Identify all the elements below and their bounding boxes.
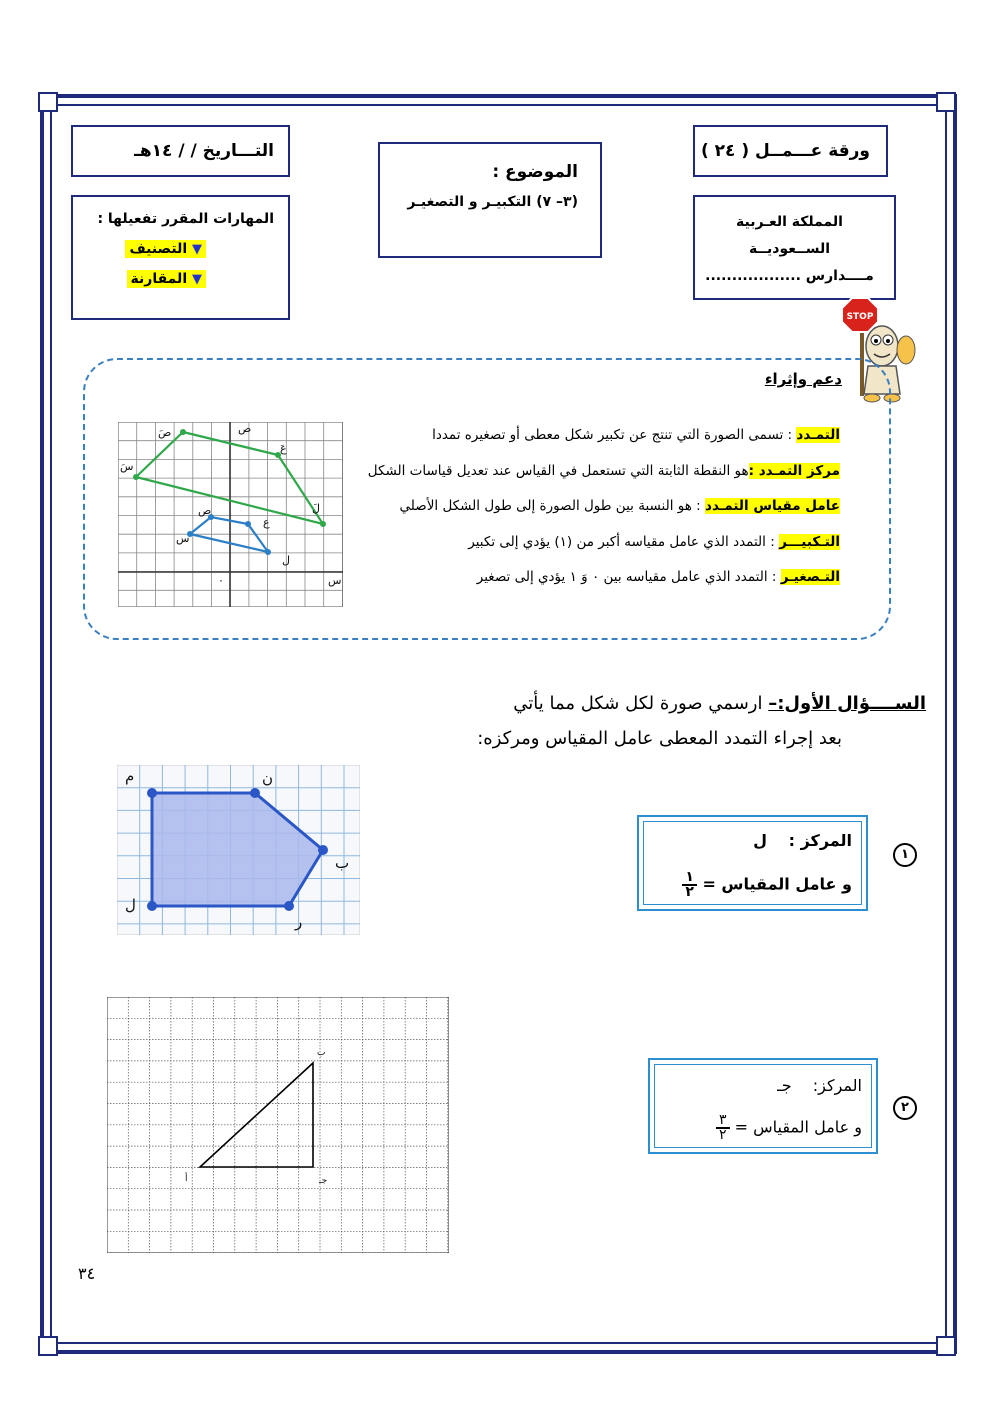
question-text: ارسمي صورة لكل شكل مما يأتي: [513, 693, 763, 714]
center-label: المركز :: [788, 831, 852, 850]
topic-box: [378, 142, 602, 258]
skills-box: [71, 195, 290, 320]
enrichment-title: دعم وإثراء: [764, 370, 842, 388]
x-axis-label: س: [328, 574, 342, 587]
stop-sign-text: STOP: [846, 312, 874, 322]
point-label: س: [176, 532, 190, 545]
corner-ornament: [936, 92, 956, 112]
dilation-example-graph: [118, 422, 343, 607]
scale-fraction: $\frac{١}{٢}$: [682, 871, 697, 899]
vertex-label: أ: [185, 1174, 188, 1184]
center-label: المركز:: [812, 1076, 862, 1095]
vertex-label: ب: [335, 854, 350, 872]
vertex-label: ن: [262, 769, 274, 787]
scale-label: و عامل المقياس =: [734, 1117, 862, 1137]
page-number: ٣٤: [78, 1264, 96, 1283]
topic-title: (٣– ٧) التكبيـر و التصغيـر: [407, 194, 578, 210]
center-line: [753, 831, 852, 850]
scale-label: و عامل المقياس =: [702, 874, 852, 894]
center-value: جـ: [777, 1076, 792, 1095]
arrow-down-icon: ▼: [192, 242, 202, 257]
definition-item: [340, 454, 840, 490]
definitions-list: [340, 418, 840, 596]
scale-fraction: $\frac{٣}{٢}$: [716, 1114, 730, 1142]
scale-line: [672, 871, 852, 899]
definition-text: : التمدد الذي عامل مقياسه أكبر من (١) يؤدي إلى تكبير: [468, 533, 780, 550]
kingdom-box: [693, 195, 896, 300]
vertex-label: ب: [317, 1048, 326, 1058]
point-label: لَ: [312, 502, 320, 515]
kingdom-line: الســعوديــة: [748, 241, 831, 257]
corner-ornament: [936, 1336, 956, 1356]
definition-term: التمـدد: [796, 427, 840, 443]
arrow-down-icon: ▼: [192, 272, 202, 287]
skill-label: المقارنة: [130, 271, 188, 287]
center-line: [777, 1076, 862, 1095]
date-field: التـــاريخ / / ١٤هـ: [71, 125, 290, 177]
definition-term: التـكبيـــر: [779, 533, 840, 550]
skill-item: [73, 241, 206, 257]
point-label: ل: [282, 554, 290, 567]
question-label: الســــؤال الأول:–: [768, 693, 926, 714]
corner-ornament: [38, 92, 58, 112]
origin-label: ٠: [218, 574, 224, 587]
vertex-label: جـ: [319, 1176, 328, 1186]
skill-item: [73, 271, 206, 287]
definition-text: : التمدد الذي عامل مقياسه بين ٠ وَ ١ يؤدي إلى تصغير: [476, 569, 781, 585]
definition-item: [340, 525, 840, 561]
point-label: ع: [263, 516, 270, 529]
kingdom-line: المملكة العـربية: [736, 214, 843, 230]
vertex-label: ر: [295, 913, 303, 931]
vertex-label: ل: [125, 896, 136, 914]
question-1-heading: [513, 693, 926, 714]
problem-2-triangle-grid: [107, 997, 449, 1253]
definition-text: : تسمى الصورة التي تنتج عن تكبير شكل معطى أو تصغيره تمددا: [432, 427, 797, 443]
definition-term: عامل مقياس التمـدد: [705, 498, 840, 514]
vertex-label: م: [125, 767, 135, 785]
y-axis-label: ص: [238, 422, 252, 435]
problem-number: ١: [893, 843, 917, 867]
skill-label: التصنيف: [129, 241, 188, 257]
problem-1-card: [637, 815, 868, 911]
problem-number: ٢: [893, 1096, 917, 1120]
definition-item: [340, 560, 840, 596]
point-label: صَ: [158, 426, 172, 439]
question-subtext: بعد إجراء التمدد المعطى عامل المقياس ومركزه:: [477, 728, 842, 749]
point-label: ص: [198, 504, 212, 517]
point-label: سَ: [120, 460, 134, 473]
definition-item: [340, 418, 840, 454]
scale-line: [706, 1114, 862, 1142]
worksheet-title: ورقة عـــمــل ( ٢٤ ): [693, 125, 888, 177]
point-label: عَ: [280, 442, 287, 455]
corner-ornament: [38, 1336, 58, 1356]
definition-term: مركز التمـدد :: [748, 462, 840, 479]
topic-label: الموضوع :: [492, 162, 578, 182]
schools-line: مــــدارس ..................: [705, 268, 874, 284]
center-value: ل: [753, 831, 768, 850]
skills-title: المهارات المقرر تفعيلها :: [97, 211, 274, 227]
definition-text: هو النقطة الثابتة التي تستعمل في القياس عند تعديل قياسات الشكل: [367, 462, 749, 479]
problem-2-card: [648, 1058, 878, 1154]
definition-term: التـصغيـر: [780, 569, 840, 585]
problem-1-polygon-grid: [117, 765, 360, 935]
definition-item: [340, 489, 840, 525]
definition-text: : هو النسبة بين طول الصورة إلى طول الشكل الأصلي: [399, 498, 706, 514]
